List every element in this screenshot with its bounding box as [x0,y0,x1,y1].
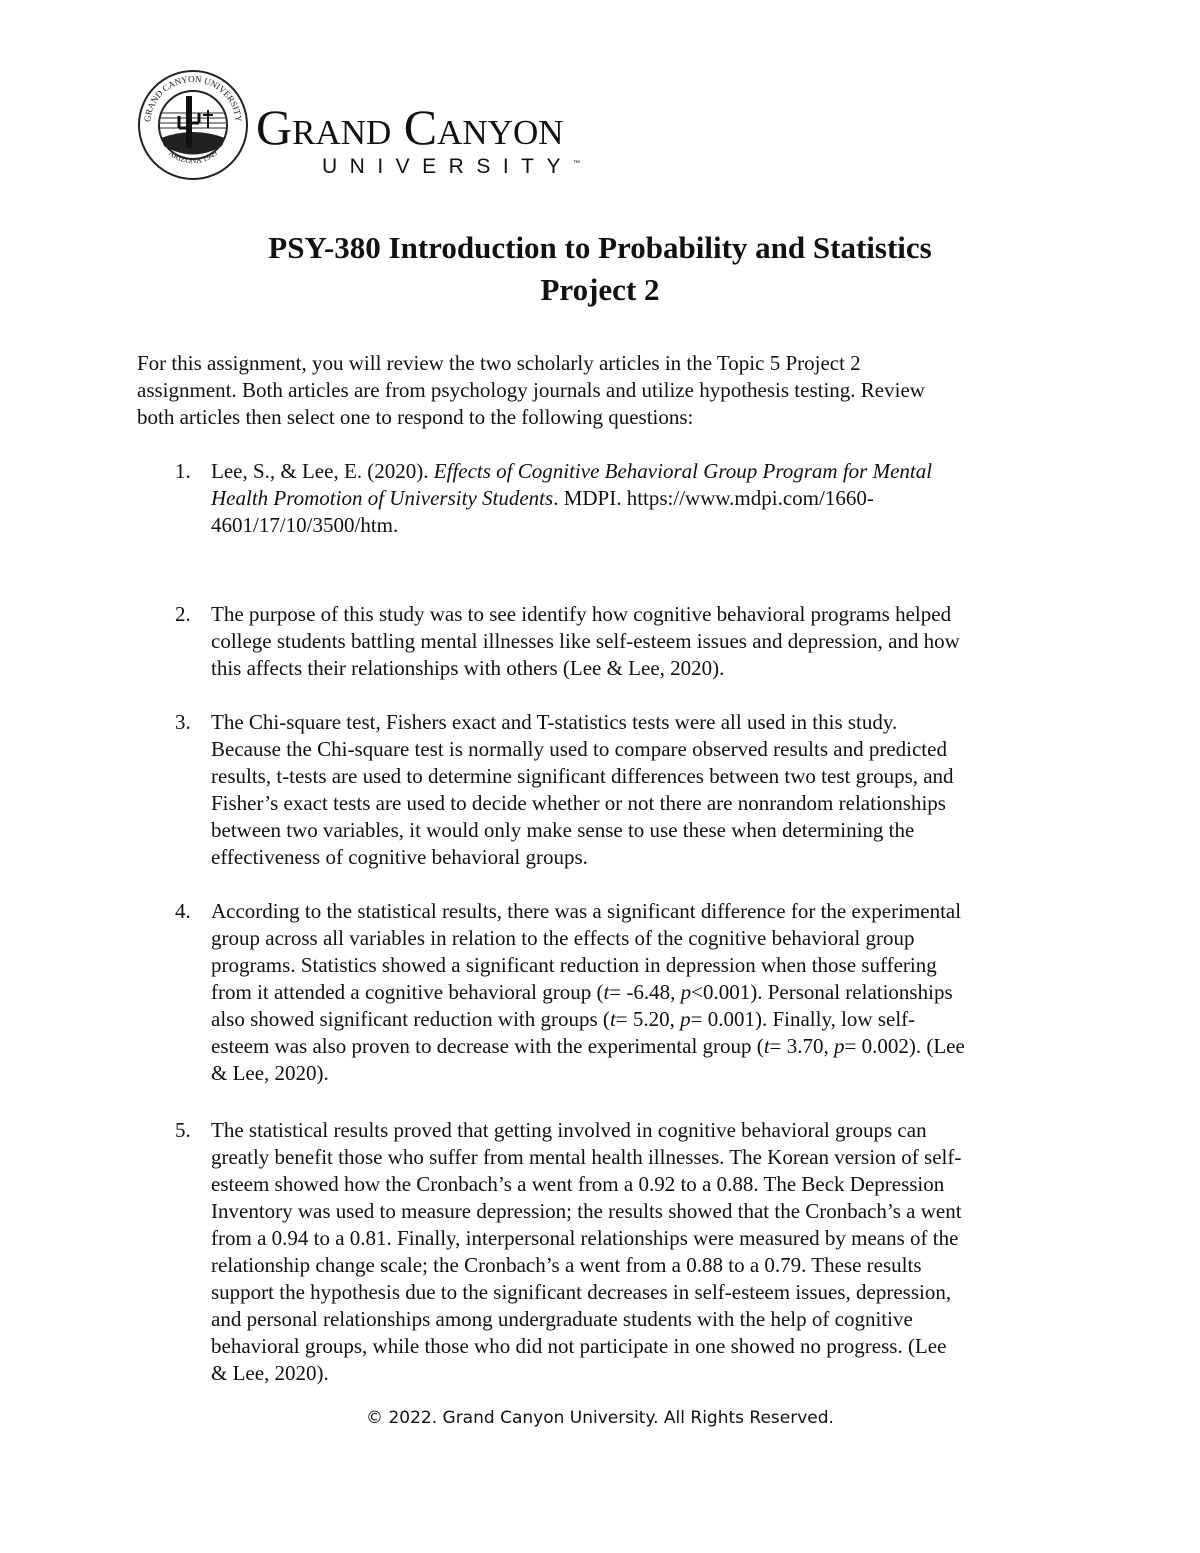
list-item [211,709,954,871]
text-segment: assignment. Both articles are from psychology journals and utilize hypothesis testing. Review [137,378,925,402]
text-segment: According to the statistical results, there was a significant difference for the experimental [211,899,962,923]
text-segment: from a 0.94 to a 0.81. Finally, interpersonal relationships were measured by means of the [211,1226,959,1250]
text-segment: between two variables, it would only make sense to use these when determining the [211,818,915,842]
text-line [211,512,932,539]
text-segment: group across all variables in relation to the effects of the cognitive behavioral group [211,926,915,950]
list-item-number: 5. [175,1118,191,1142]
text-line [137,404,925,431]
text-segment: The Chi-square test, Fishers exact and T-statistics tests were all used in this study. [211,710,898,734]
text-line [211,628,960,655]
text-segment: & Lee, 2020). [211,1361,329,1385]
document-subtitle: Project 2 [540,272,660,307]
university-seal-icon [136,68,250,182]
text-line [211,655,960,682]
text-segment: = 5.20, [615,1007,681,1031]
text-segment: and personal relationships among undergraduate students with the help of cognitive [211,1307,913,1331]
text-line [137,350,925,377]
text-segment: Inventory was used to measure depression; the results showed that the Cronbach’s a went [211,1199,962,1223]
text-segment: . MDPI. https://www.mdpi.com/1660- [553,486,874,510]
italic-text: Effects of Cognitive Behavioral Group Program for Mental [433,459,933,483]
text-line [211,763,954,790]
text-line [211,1144,962,1171]
text-line [211,1033,965,1060]
text-segment: relationship change scale; the Cronbach’s a went from a 0.88 to a 0.79. These results [211,1253,922,1277]
text-line [211,1171,962,1198]
text-segment: support the hypothesis due to the significant decreases in self-esteem issues, depression, [211,1280,952,1304]
text-segment: college students battling mental illnesses like self-esteem issues and depression, and how [211,629,960,653]
italic-text: p [680,980,692,1004]
italic-text: t [609,1007,616,1031]
text-line [211,1006,965,1033]
text-line [211,817,954,844]
list-item [211,898,965,1087]
intro-paragraph [137,350,925,431]
italic-text: Health Promotion of University Students [211,486,554,510]
text-line [211,601,960,628]
list-item-number: 4. [175,899,191,923]
text-segment: The statistical results proved that getting involved in cognitive behavioral groups can [211,1118,927,1142]
text-segment: this affects their relationships with others (Lee & Lee, 2020). [211,656,725,680]
text-segment: & Lee, 2020). [211,1061,329,1085]
text-segment: = 3.70, [769,1034,834,1058]
wordmark-university-text: UNIVERSITY [322,155,574,178]
list-item [211,601,960,682]
text-segment: = 0.001). Finally, low self- [690,1007,916,1031]
text-line [211,458,932,485]
trademark-symbol: ™ [573,160,581,167]
svg-text:ARIZONA 1949: ARIZONA 1949 [167,148,219,166]
text-line [211,1117,962,1144]
text-line [211,1306,962,1333]
text-segment: 4601/17/10/3500/htm. [211,513,399,537]
text-line [211,898,965,925]
text-segment: also showed significant reduction with groups ( [211,1007,610,1031]
text-segment: For this assignment, you will review the two scholarly articles in the Topic 5 Project 2 [137,351,861,375]
text-segment: behavioral groups, while those who did not participate in one showed no progress. (Lee [211,1334,947,1358]
text-line [211,1360,962,1387]
text-line [211,1279,962,1306]
list-item [211,1117,962,1387]
text-segment: Fisher’s exact tests are used to decide whether or not there are nonrandom relationships [211,791,946,815]
text-line [211,1252,962,1279]
text-segment: <0.001). Personal relationships [691,980,953,1004]
text-segment: effectiveness of cognitive behavioral groups. [211,845,588,869]
text-line [137,377,925,404]
text-segment: The purpose of this study was to see identify how cognitive behavioral programs helped [211,602,952,626]
text-segment: greatly benefit those who suffer from mental health illnesses. The Korean version of self- [211,1145,962,1169]
italic-text: t [763,1034,770,1058]
text-segment: esteem showed how the Cronbach’s a went from a 0.92 to a 0.88. The Beck Depression [211,1172,945,1196]
text-line [211,485,932,512]
text-line [211,1225,962,1252]
text-line [211,1060,965,1087]
text-line [211,736,954,763]
text-segment: = 0.002). (Lee [844,1034,965,1058]
italic-text: p [834,1034,845,1058]
text-line [211,844,954,871]
svg-text:GRAND CANYON UNIVERSITY: GRAND CANYON UNIVERSITY [142,73,244,123]
list-item-number: 1. [175,459,191,483]
text-segment: programs. Statistics showed a significant reduction in depression when those suffering [211,953,937,977]
text-segment: esteem was also proven to decrease with the experimental group ( [211,1034,764,1058]
text-line [211,952,965,979]
university-logo [136,68,636,188]
text-line [211,709,954,736]
document-title: PSY-380 Introduction to Probability and Statistics [268,230,932,265]
text-line [211,1198,962,1225]
text-segment: Because the Chi-square test is normally used to compare observed results and predicted [211,737,947,761]
text-line [211,1333,962,1360]
text-segment: from it attended a cognitive behavioral group ( [211,980,604,1004]
wordmark-university [322,156,580,177]
italic-text: p [680,1007,691,1031]
list-item-number: 3. [175,710,191,734]
text-segment: Lee, S., & Lee, E. (2020). [211,459,434,483]
text-line [211,979,965,1006]
italic-text: t [603,980,610,1004]
text-line [211,925,965,952]
list-item [211,458,932,539]
list-item-number: 2. [175,602,191,626]
text-segment: = -6.48, [609,980,681,1004]
text-segment: both articles then select one to respond to the following questions: [137,405,694,429]
text-segment: results, t-tests are used to determine significant differences between two test groups, and [211,764,954,788]
wordmark-grand-canyon: Grand Canyon [256,99,564,155]
copyright-footer: © 2022. Grand Canyon University. All Rights Reserved. [366,1408,834,1428]
text-line [211,790,954,817]
